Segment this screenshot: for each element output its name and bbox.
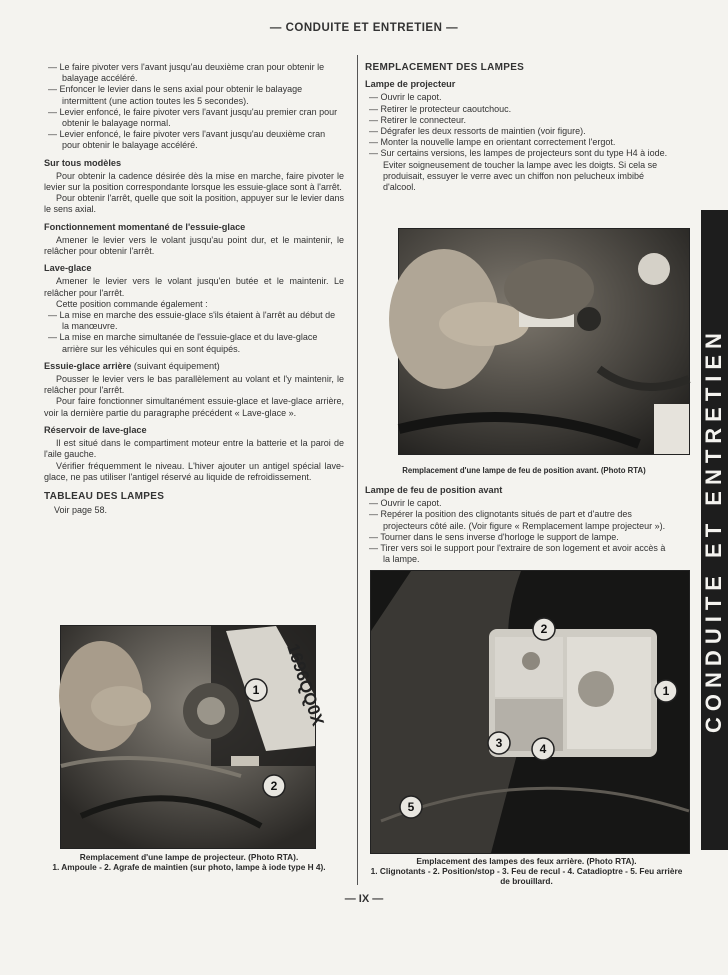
marker-5: 5 [407,800,415,814]
paragraph: Pour obtenir l'arrêt, quelle que soit la position, appuyer sur le levier dans le sens axial. [44,193,344,215]
section-heading: TABLEAU DES LAMPES [44,490,165,502]
list-item: — Retirer le protecteur caoutchouc. [365,104,670,115]
list-item: — Enfoncer le levier dans le sens axial pour obtenir le balayage intermittent (une action toutes les 5 secondes). [44,84,344,106]
column-divider [357,55,358,885]
paragraph: Pour faire fonctionner simultanément essuie-glace et lave-glace arrière, voir la dernière partie du paragraphe précédent « Lave-glace ». [44,396,344,418]
list-item: — Le faire pivoter vers l'avant jusqu'au deuxième cran pour obtenir le balayage accéléré. [44,62,344,84]
list-item: — Ouvrir le capot. [365,498,670,509]
marker-2: 2 [270,779,278,793]
heading-text: Essuie-glace arrière [44,360,132,371]
section-heading: REMPLACEMENT DES LAMPES [365,62,525,73]
list-item: — Repérer la position des clignotants situés de part et d'autre des projecteurs côté aile. (Voir figure « Remplacement lampe projecteur »). [365,509,670,531]
list-item: — Tirer vers soi le support pour l'extraire de son logement et avoir accès à la lampe. [365,543,670,565]
section-side-band [701,210,728,850]
list-item: — Dégrafer les deux ressorts de maintien (voir figure). [365,126,670,137]
section-heading: Réservoir de lave-glace [44,424,147,435]
paragraph: Pousser le levier vers le bas parallèlement au volant et l'y maintenir, le relâcher pour l'arrêt. [44,374,344,396]
paragraph: Pour obtenir la cadence désirée dès la mise en marche, faire pivoter le levier sur la position correspondante lorsque les essuie-glace sont à l'arrêt. [44,170,344,193]
marker-3: 3 [495,736,503,750]
paragraph: Amener le levier vers le volant jusqu'au point dur, et le maintenir, le relâcher pour obtenir l'arrêt. [44,234,344,257]
page-number: — IX — [344,893,384,905]
rear-lights-caption [365,856,688,886]
section-heading: Lampe de projecteur [365,79,456,90]
section-heading: Lave-glace [44,263,92,274]
paragraph: Il est situé dans le compartiment moteur entre la batterie et la paroi de l'aile gauche. [44,438,344,460]
list-item: — La mise en marche simultanée de l'essuie-glace et du lave-glace arrière sur les véhicules qui en sont équipés. [44,332,344,354]
plate-text: 1696QQ0X [283,641,328,729]
marker-1: 1 [252,683,260,697]
list-item: — Levier enfoncé, le faire pivoter vers l'avant jusqu'au deuxième cran pour obtenir le balayage accéléré. [44,129,344,151]
marker-1: 1 [662,684,670,698]
right-column-middle [365,485,670,565]
page-header: — CONDUITE ET ENTRETIEN — [269,22,459,34]
section-heading [44,361,344,372]
position-lamp-caption: Remplacement d'une lampe de feu de position avant. (Photo RTA) [402,466,646,475]
list-item: — Retirer le connecteur. [365,115,670,126]
paragraph: Amener le levier vers le volant jusqu'en butée et le maintenir. Le relâcher pour l'arrêt. [44,276,344,298]
headlamp-photo [60,625,328,849]
paragraph: Voir page 58. [54,505,108,516]
caption-body: 1. Ampoule - 2. Agrafe de maintien (sur photo, lampe à iode type H 4). [52,862,326,872]
list-item: — Ouvrir le capot. [365,92,670,103]
right-column [365,62,670,193]
position-lamp-photo [398,228,690,455]
rear-lights-photo [370,570,690,854]
left-column [44,62,344,516]
caption-title: Emplacement des lampes des feux arrière. (Photo RTA). [416,856,637,866]
paragraph: Vérifier fréquemment le niveau. L'hiver ajouter un antigel spécial lave-glace, ne pas utiliser l'antigel réservé au liquide de refroidissement. [44,460,344,482]
list-item: — Monter la nouvelle lampe en orientant correctement l'ergot. [365,137,670,148]
caption-body: 1. Clignotants - 2. Position/stop - 3. Feu de recul - 4. Catadioptre - 5. Feu arrière de brouillard. [370,866,683,886]
marker-4: 4 [539,742,547,756]
section-heading: Fonctionnement momentané de l'essuie-glace [44,221,246,232]
caption-title: Remplacement d'une lampe de projecteur. (Photo RTA). [79,852,299,862]
list-item: — Sur certains versions, les lampes de projecteurs sont du type H4 à iode. Eviter soigneusement de toucher la lampe avec les doigts. Si cela se produisait, essuyer le verre avec un chiffon non pelucheux imbibé d'alcool. [365,148,670,193]
paragraph: Cette position commande également : [56,298,208,309]
section-heading: Lampe de feu de position avant [365,485,503,495]
list-item: — Levier enfoncé, le faire pivoter vers l'avant jusqu'au premier cran pour obtenir le balayage normal. [44,107,344,129]
side-label: CONDUITE ET ENTRETIEN [701,327,726,733]
list-item: — Tourner dans le sens inverse d'horloge le support de lampe. [365,532,670,543]
heading-note: (suivant équipement) [133,360,220,371]
headlamp-caption [34,852,344,872]
section-heading: Sur tous modèles [44,157,122,168]
list-item: — La mise en marche des essuie-glace s'ils étaient à l'arrêt au début de la manœuvre. [44,310,344,332]
marker-2: 2 [540,622,548,636]
